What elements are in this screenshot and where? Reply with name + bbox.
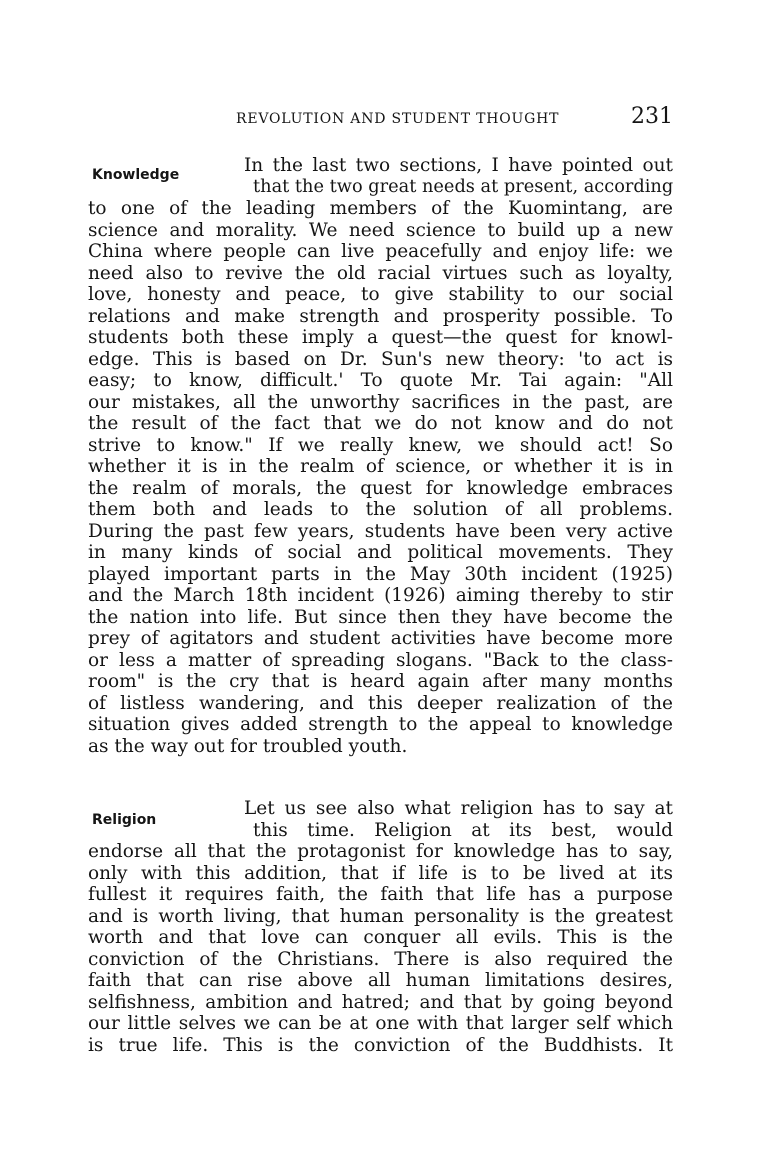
paragraph-line: students both these imply a quest—the quest for knowl-: [88, 327, 673, 348]
paragraph-line: of listless wandering, and this deeper realization of the: [88, 692, 673, 714]
paragraph-line: faith that can rise above all human limitations desires,: [88, 970, 673, 991]
paragraph-line: worth and that love can conquer all evils. This is the: [88, 927, 673, 948]
sidenote-knowledge: Knowledge: [92, 167, 180, 183]
paragraph-line: need also to revive the old racial virtues such as loyalty,: [88, 262, 673, 284]
paragraph-line: prey of agitators and student activities have become more: [88, 628, 673, 649]
paragraph-line: China where people can live peacefully and enjoy life: we: [88, 241, 673, 262]
paragraph-line: only with this addition, that if life is to be lived at its: [88, 862, 673, 884]
paragraph-line: room" is the cry that is heard again after many months: [88, 671, 673, 692]
paragraph-line: is true life. This is the conviction of the Buddhists. It: [88, 1034, 673, 1056]
paragraph-line: strive to know." If we really knew, we should act! So: [88, 434, 673, 456]
paragraph-line: conviction of the Christians. There is also required the: [88, 948, 673, 970]
section-knowledge: [88, 155, 673, 757]
paragraph-line: endorse all that the protagonist for knowledge has to say,: [88, 841, 673, 862]
paragraph-line: them both and leads to the solution of all problems.: [88, 499, 673, 520]
paragraph-line: our mistakes, all the unworthy sacrifices in the past, are: [88, 391, 673, 413]
paragraph-line: During the past few years, students have been very active: [88, 520, 673, 542]
paragraph-line: science and morality. We need science to build up a new: [88, 219, 673, 241]
paragraph-line: easy; to know, difficult.' To quote Mr. Tai again: "All: [88, 370, 673, 391]
paragraph-line: played important parts in the May 30th incident (1925): [88, 563, 673, 585]
running-title: REVOLUTION AND STUDENT THOUGHT: [236, 111, 560, 127]
running-head: [88, 104, 673, 136]
paragraph-line: as the way out for troubled youth.: [88, 735, 408, 757]
paragraph-line: In the last two sections, I have pointed out: [244, 155, 673, 176]
paragraph-line: situation gives added strength to the appeal to knowledge: [88, 714, 673, 735]
section-religion: [88, 798, 673, 1056]
paragraph-line: our little selves we can be at one with that larger self which: [88, 1013, 673, 1034]
paragraph-line: selfishness, ambition and hatred; and that by going beyond: [88, 991, 673, 1013]
paragraph-line: and is worth living, that human personality is the greatest: [88, 905, 673, 927]
paragraph-line: or less a matter of spreading slogans. "Back to the class-: [88, 649, 673, 671]
paragraph-line: and the March 18th incident (1926) aiming thereby to stir: [88, 585, 673, 606]
paragraph-line: that the two great needs at present, according: [253, 176, 674, 197]
paragraph-line: in many kinds of social and political movements. They: [88, 542, 673, 563]
paragraph-line: relations and make strength and prosperity possible. To: [88, 305, 673, 327]
page-number: 231: [631, 104, 673, 129]
paragraph-line: whether it is in the realm of science, or whether it is in: [88, 456, 673, 477]
paragraph-line: love, honesty and peace, to give stability to our social: [88, 284, 673, 305]
paragraph-line: edge. This is based on Dr. Sun's new theory: 'to act is: [88, 348, 673, 370]
paragraph-line: fullest it requires faith, the faith that life has a purpose: [88, 884, 673, 905]
paragraph-line: to one of the leading members of the Kuomintang, are: [88, 198, 673, 219]
paragraph-line: the result of the fact that we do not know and do not: [88, 413, 673, 434]
paragraph-line: Let us see also what religion has to say at: [244, 798, 673, 819]
paragraph-line: the nation into life. But since then they have become the: [88, 606, 673, 628]
paragraph-line: the realm of morals, the quest for knowledge embraces: [88, 477, 673, 499]
paragraph-line: this time. Religion at its best, would: [253, 819, 673, 841]
sidenote-religion: Religion: [92, 812, 157, 828]
